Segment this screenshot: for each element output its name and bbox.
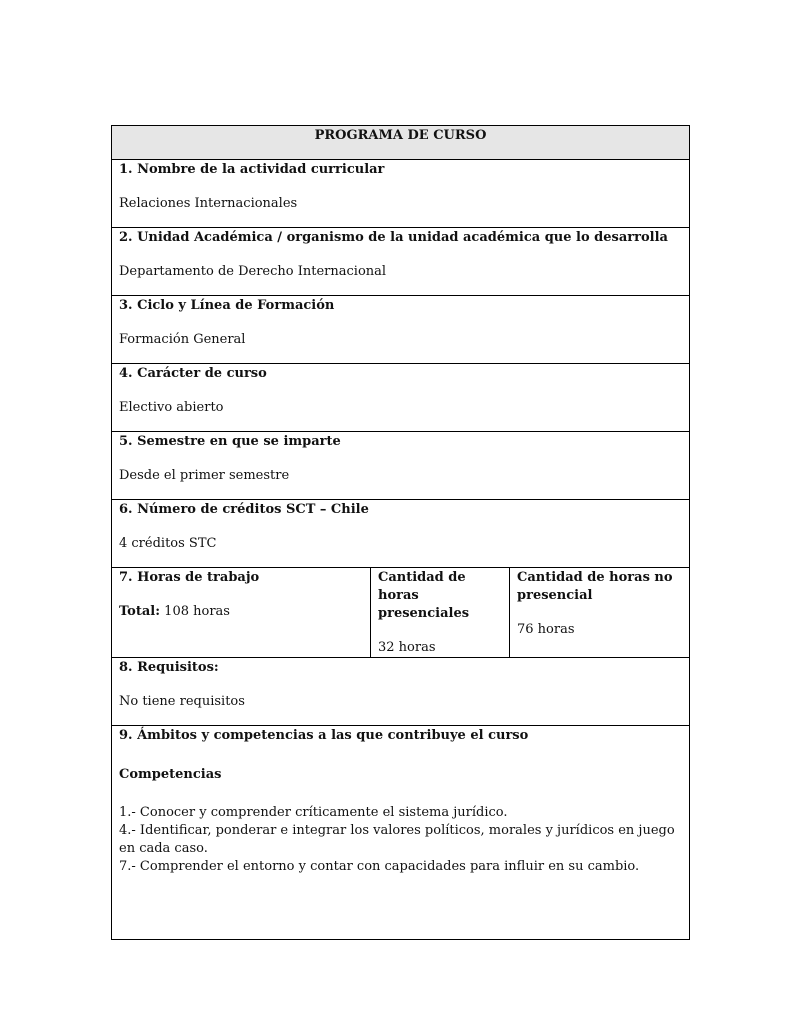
section-row-9-competencias [112,726,690,940]
section-title: 6. Número de créditos SCT – Chile [119,502,369,517]
hours-no-presencial-cell [510,568,690,658]
section-title: 1. Nombre de la actividad curricular [119,162,385,177]
table-header-row [112,126,690,160]
list-item: 1.- Conocer y comprender críticamente el sistema jurídico. [119,805,508,820]
section-value: Departamento de Derecho Internacional [119,264,387,279]
hours-total-cell [112,568,371,658]
section-value: Desde el primer semestre [119,468,290,483]
section-row-6 [112,500,690,568]
section-value: Relaciones Internacionales [119,196,298,211]
list-item: 7.- Comprender el entorno y contar con capacidades para influir en su cambio. [119,859,640,874]
section-row-3 [112,296,690,364]
section-title: 3. Ciclo y Línea de Formación [119,298,335,313]
section-row-8-requisitos [112,658,690,726]
section-title: 5. Semestre en que se imparte [119,434,341,449]
hours-presencial-cell [371,568,510,658]
section-row-4 [112,364,690,432]
hours-total-value: 108 horas [164,604,230,619]
section-row-2 [112,228,690,296]
hours-total-label: Total: [119,604,161,619]
section-title: 2. Unidad Académica / organismo de la unidad académica que lo desarrolla [119,230,668,245]
hours-no-presencial-label: Cantidad de horas no presencial [517,570,673,603]
course-program-table [111,125,690,940]
requisitos-title: 8. Requisitos: [119,660,219,675]
competencias-heading: Competencias [119,767,222,782]
section-value: Electivo abierto [119,400,224,415]
requisitos-value: No tiene requisitos [119,694,245,709]
section-value: Formación General [119,332,246,347]
competencias-title: 9. Ámbitos y competencias a las que contribuye el curso [119,728,529,743]
section-row-5 [112,432,690,500]
section-title: 4. Carácter de curso [119,366,267,381]
section-row-7-hours [112,568,690,658]
table-title: PROGRAMA DE CURSO [112,126,690,160]
hours-presencial-value: 32 horas [378,640,436,655]
competencias-list [119,804,682,876]
section-row-1 [112,160,690,228]
hours-no-presencial-value: 76 horas [517,622,575,637]
list-item: 4.- Identificar, ponderar e integrar los valores políticos, morales y jurídicos en juego en cada caso. [119,823,675,856]
hours-total [119,603,363,621]
section-value: 4 créditos STC [119,536,217,551]
hours-title: 7. Horas de trabajo [119,570,260,585]
hours-presencial-label: Cantidad de horas presenciales [378,570,470,621]
